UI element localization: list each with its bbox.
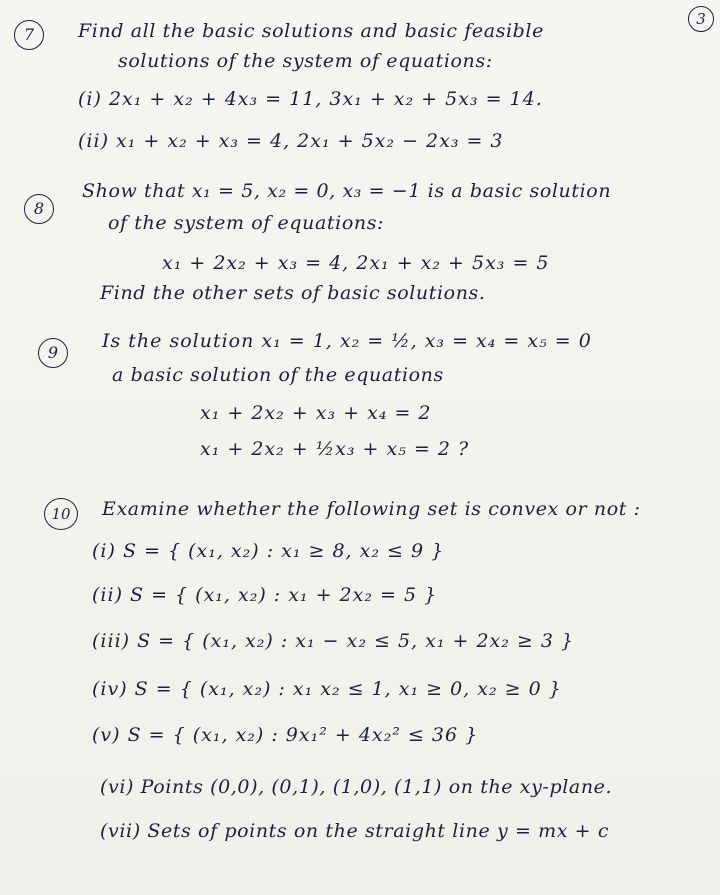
- question-number-7: 7: [14, 20, 44, 50]
- question-10-intro: Examine whether the following set is convex or not :: [102, 498, 641, 520]
- question-9-line-2: a basic solution of the equations: [112, 364, 444, 386]
- question-number-9: 9: [38, 338, 68, 368]
- question-9-equation-2: x₁ + 2x₂ + ½x₃ + x₅ = 2 ?: [200, 438, 470, 460]
- question-10-part-v: (v) S = { (x₁, x₂) : 9x₁² + 4x₂² ≤ 36 }: [92, 724, 479, 746]
- question-10-part-iii: (iii) S = { (x₁, x₂) : x₁ − x₂ ≤ 5, x₁ + 2x₂ ≥ 3 }: [92, 630, 575, 652]
- question-8-line-1: Show that x₁ = 5, x₂ = 0, x₃ = −1 is a basic solution: [82, 180, 612, 202]
- question-10-part-i: (i) S = { (x₁, x₂) : x₁ ≥ 8, x₂ ≤ 9 }: [92, 540, 445, 562]
- question-10-part-vii: (vii) Sets of points on the straight line y = mx + c: [100, 820, 610, 842]
- question-8-equations: x₁ + 2x₂ + x₃ = 4, 2x₁ + x₂ + 5x₃ = 5: [162, 252, 550, 274]
- page-number: 3: [688, 6, 714, 32]
- question-10-part-iv: (iv) S = { (x₁, x₂) : x₁ x₂ ≤ 1, x₁ ≥ 0, x₂ ≥ 0 }: [92, 678, 562, 700]
- question-number-8: 8: [24, 194, 54, 224]
- question-7-part-ii: (ii) x₁ + x₂ + x₃ = 4, 2x₁ + 5x₂ − 2x₃ = 3: [78, 130, 504, 152]
- question-10-part-vi: (vi) Points (0,0), (0,1), (1,0), (1,1) on the xy-plane.: [100, 776, 613, 798]
- question-7-part-i: (i) 2x₁ + x₂ + 4x₃ = 11, 3x₁ + x₂ + 5x₃ = 14.: [78, 88, 543, 110]
- question-9-line-1: Is the solution x₁ = 1, x₂ = ½, x₃ = x₄ = x₅ = 0: [102, 330, 592, 352]
- question-9-equation-1: x₁ + 2x₂ + x₃ + x₄ = 2: [200, 402, 432, 424]
- question-8-line-2: of the system of equations:: [108, 212, 385, 234]
- question-7-line-1: Find all the basic solutions and basic feasible: [78, 20, 544, 42]
- question-7-line-2: solutions of the system of equations:: [118, 50, 493, 72]
- question-10-part-ii: (ii) S = { (x₁, x₂) : x₁ + 2x₂ = 5 }: [92, 584, 438, 606]
- question-number-10: 10: [44, 498, 78, 530]
- question-8-line-4: Find the other sets of basic solutions.: [100, 282, 486, 304]
